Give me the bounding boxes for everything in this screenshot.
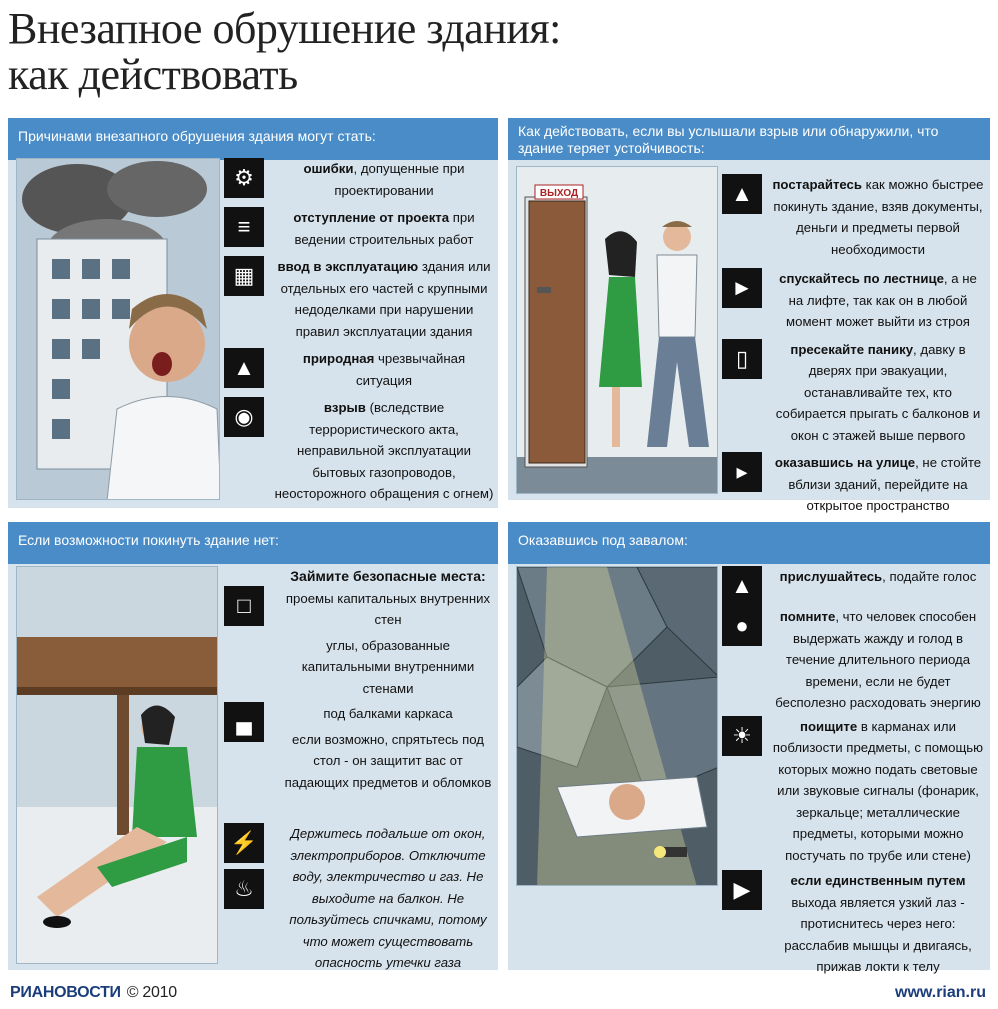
ria-novosti-logo [10,984,177,1002]
safe-item: углы, образованные капитальными внутренними стенами [301,637,475,696]
action-bold: спускайтесь по лестнице [779,271,944,286]
cause-item [224,158,494,201]
cause-text: (вследствие террористического акта, неправильной эксплуатации бытовых газопроводов, неосторожного обращения с огнем) [274,400,494,501]
rubble-bold: поищите [800,718,858,734]
cause-bold: взрыв [323,400,366,415]
page-title [8,6,908,98]
stairs-icon: ► [722,268,762,308]
action-bold: оказавшись на улице [774,455,916,470]
action-item [722,268,984,333]
causes-list [224,158,494,511]
safe-item: если возможно, спрятьтесь под стол - он защитит вас от падающих предметов и обломков [284,731,492,790]
building-icon: ▦ [224,256,264,296]
rubble-bold: прислушайтесь [779,569,883,584]
rubble-list [722,566,984,978]
rubble-bold: помните [779,609,836,624]
flashlight-icon: ☀ [722,716,762,756]
action-item [722,452,984,517]
site-link[interactable]: www.rian.ru [895,984,986,1001]
action-text: , давку в дверях при эвакуации, останавливайте тех, кто собирается прыгать с балконов и окон с этажей выше первого [775,341,981,443]
brand-name: РИАНОВОСТИ [10,984,121,1001]
cause-item [224,256,494,342]
title-line-1: Внезапное обрушение здания: [8,4,561,53]
copyright: © 2010 [126,984,177,1001]
no-exit-panel [8,522,498,970]
rubble-item [722,716,984,867]
action-text: как можно быстрее покинуть здание, взяв документы, деньги и предметы первой необходимости [773,177,984,257]
cause-text: при ведении строительных работ [294,210,475,247]
rubble-illustration [516,566,718,886]
action-text: , а не на лифте, так как он в любой момент может выйти из строя [786,271,977,329]
under-rubble-panel [508,522,990,974]
rubble-bold: если единственным путем [790,873,966,888]
passport-icon: ▲ [722,174,762,214]
cause-item [224,207,494,250]
safe-item: под балками каркаса [323,706,453,721]
electric-plug-icon: ⚡ [224,823,264,863]
rubble-text: , что человек способен выдержать жажду и голод в течение длительного периода времени, если не будет бесполезно расходовать энергию [775,609,981,710]
doorway-icon: □ [224,586,264,626]
action-text: , не стойте вблизи зданий, перейдите на открытое пространство [788,455,982,513]
rubble-item [722,566,984,606]
actions-panel-header: Как действовать, если вы услышали взрыв или обнаружили, что здание теряет устойчивость: [508,118,990,160]
cause-bold: отступление от проекта [293,210,450,225]
action-bold: пресекайте панику [790,341,914,357]
earthquake-icon: ▲ [224,348,264,388]
rubble-text: выхода является узкий лаз - протиснитесь через него: расслабив мышцы и двигаясь, прижав локти к телу [784,894,972,974]
under-table-illustration [16,566,218,964]
safe-places [224,566,492,974]
cause-bold: природная [302,351,375,366]
evacuation-illustration [516,166,718,494]
collapse-illustration [16,158,220,500]
design-icon: ⚙ [224,158,264,198]
no-exit-panel-header: Если возможности покинуть здание нет: [8,522,498,564]
cause-text: чрезвычайная ситуация [356,351,466,388]
running-out-icon: ▸ [722,452,762,492]
cause-bold: ошибки [303,161,354,176]
rubble-text: в карманах или поблизости предметы, с помощью которых можно подать световые или звуковые сигналы (фонарик, зеркальце; металлические предметы, которыми можно постучать по трубе или стене) [772,718,984,863]
under-table-icon: ▄ [224,702,264,742]
actions-list [722,174,984,523]
cause-text: здания или отдельных его частей с крупными недоделками при нарушении правил эксплуатации здания [280,259,491,339]
cause-item [224,348,494,391]
rubble-text: , подайте голос [882,569,977,584]
title-line-2: как действовать [8,50,298,99]
causes-panel [8,118,498,508]
rubble-item [722,606,984,714]
crawl-icon: ▶ [722,870,762,910]
action-bold: постарайтесь [772,177,862,192]
safe-item: проемы капитальных внутренних стен [285,590,491,627]
rubble-item [722,870,984,978]
safety-warning: Держитесь подальше от окон, электроприборов. Отключите воду, электричество и газ. Не выходите на балкон. Не пользуйтесь спичками, потому что может существовать опасность утечки газа [289,826,487,970]
causes-panel-header: Причинами внезапного обрушения здания могут стать: [8,118,498,160]
bottle-apple-icon: ● [722,606,762,646]
action-item [722,339,984,447]
ruler-icon: ≡ [224,207,264,247]
shout-icon: ▲ [722,566,762,606]
safe-heading: Займите безопасные места: [290,568,486,584]
mask-icon: ◉ [224,397,264,437]
actions-panel [508,118,990,513]
action-item [722,174,984,260]
cause-text: , допущенные при проектировании [334,161,465,198]
exit-sign: ВЫХОД [539,188,579,199]
elevator-icon: ▯ [722,339,762,379]
under-rubble-panel-header: Оказавшись под завалом: [508,522,990,564]
cause-item [224,397,494,505]
cause-bold: ввод в эксплуатацию [277,259,419,274]
gas-tap-icon: ♨ [224,869,264,909]
